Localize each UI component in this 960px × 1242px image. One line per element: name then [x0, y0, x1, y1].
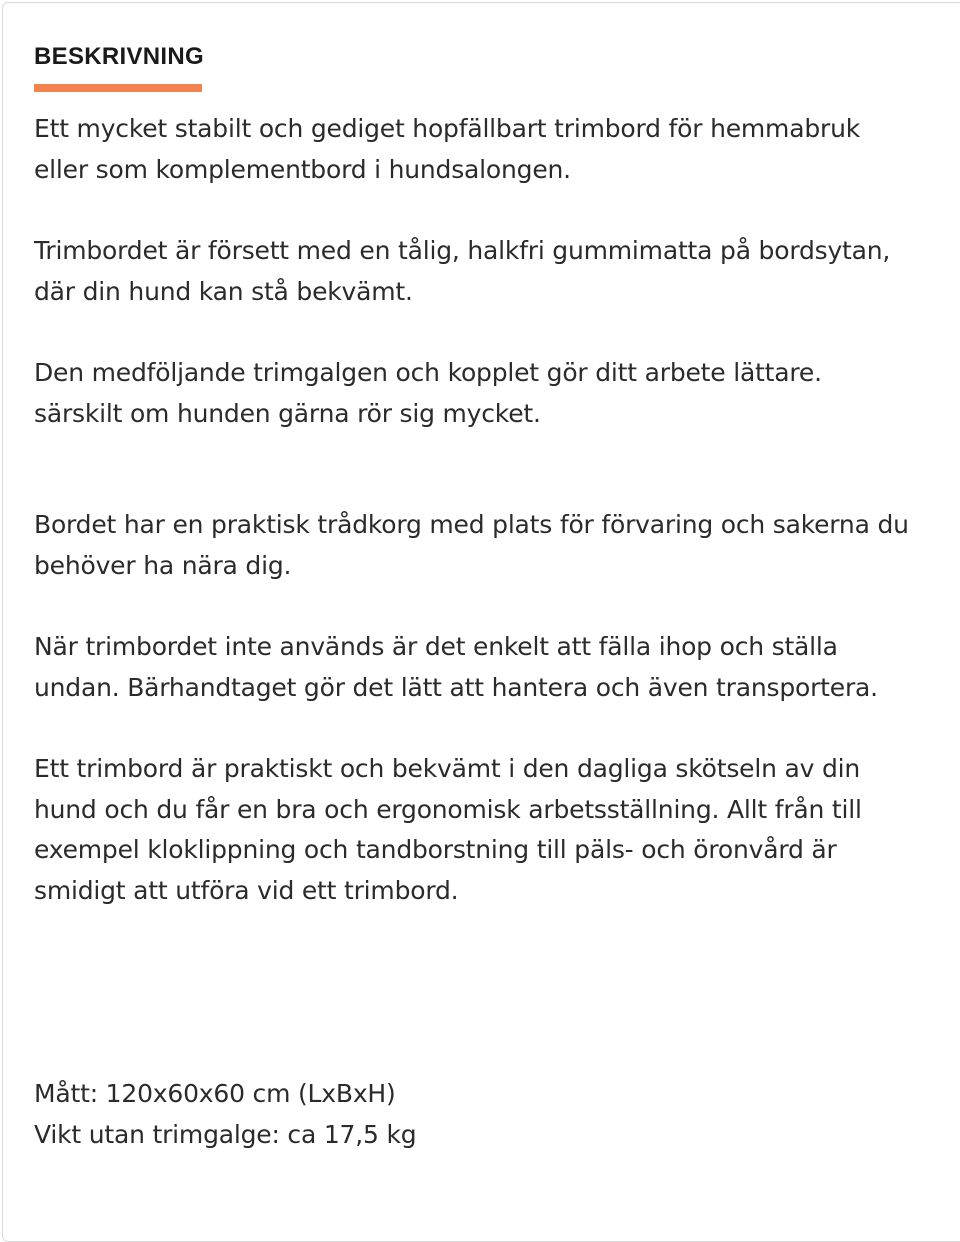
- spec-dimensions: Mått: 120x60x60 cm (LxBxH): [34, 1079, 396, 1108]
- spec-weight: Vikt utan trimgalge: ca 17,5 kg: [34, 1119, 417, 1149]
- paragraph-rubber-mat: Trimbordet är försett med en tålig, halkfri gummimatta på bordsytan, där din hund kan stå bekvämt.: [34, 236, 891, 306]
- paragraph-folding: När trimbordet inte används är det enkelt att fälla ihop och ställa undan. Bärhandtaget gör det lätt att hantera och även transportera.: [34, 632, 878, 702]
- blank-spacer: [34, 434, 944, 505]
- specs-block: [34, 1074, 944, 1155]
- blank-spacer: [34, 911, 944, 1074]
- heading-accent-underline: [34, 84, 202, 92]
- description-content: [34, 109, 944, 1155]
- paragraph-intro: Ett mycket stabilt och gediget hopfällbart trimbord för hemmabruk eller som komplementbord i hundsalongen.: [34, 114, 860, 184]
- paragraph-wire-basket: Bordet har en praktisk trådkorg med plats för förvaring och sakerna du behöver ha nära dig.: [34, 510, 909, 580]
- section-heading: BESKRIVNING: [34, 43, 204, 70]
- paragraph-ergonomics: Ett trimbord är praktiskt och bekvämt i den dagliga skötseln av din hund och du får en bra och ergonomisk arbetsställning. Allt från till exempel kloklippning och tandborstning till päls- och öronvård är smidigt att utföra vid ett trimbord.: [34, 754, 862, 905]
- paragraph-grooming-arm: Den medföljande trimgalgen och kopplet gör ditt arbete lättare. särskilt om hunden gärna rör sig mycket.: [34, 358, 822, 428]
